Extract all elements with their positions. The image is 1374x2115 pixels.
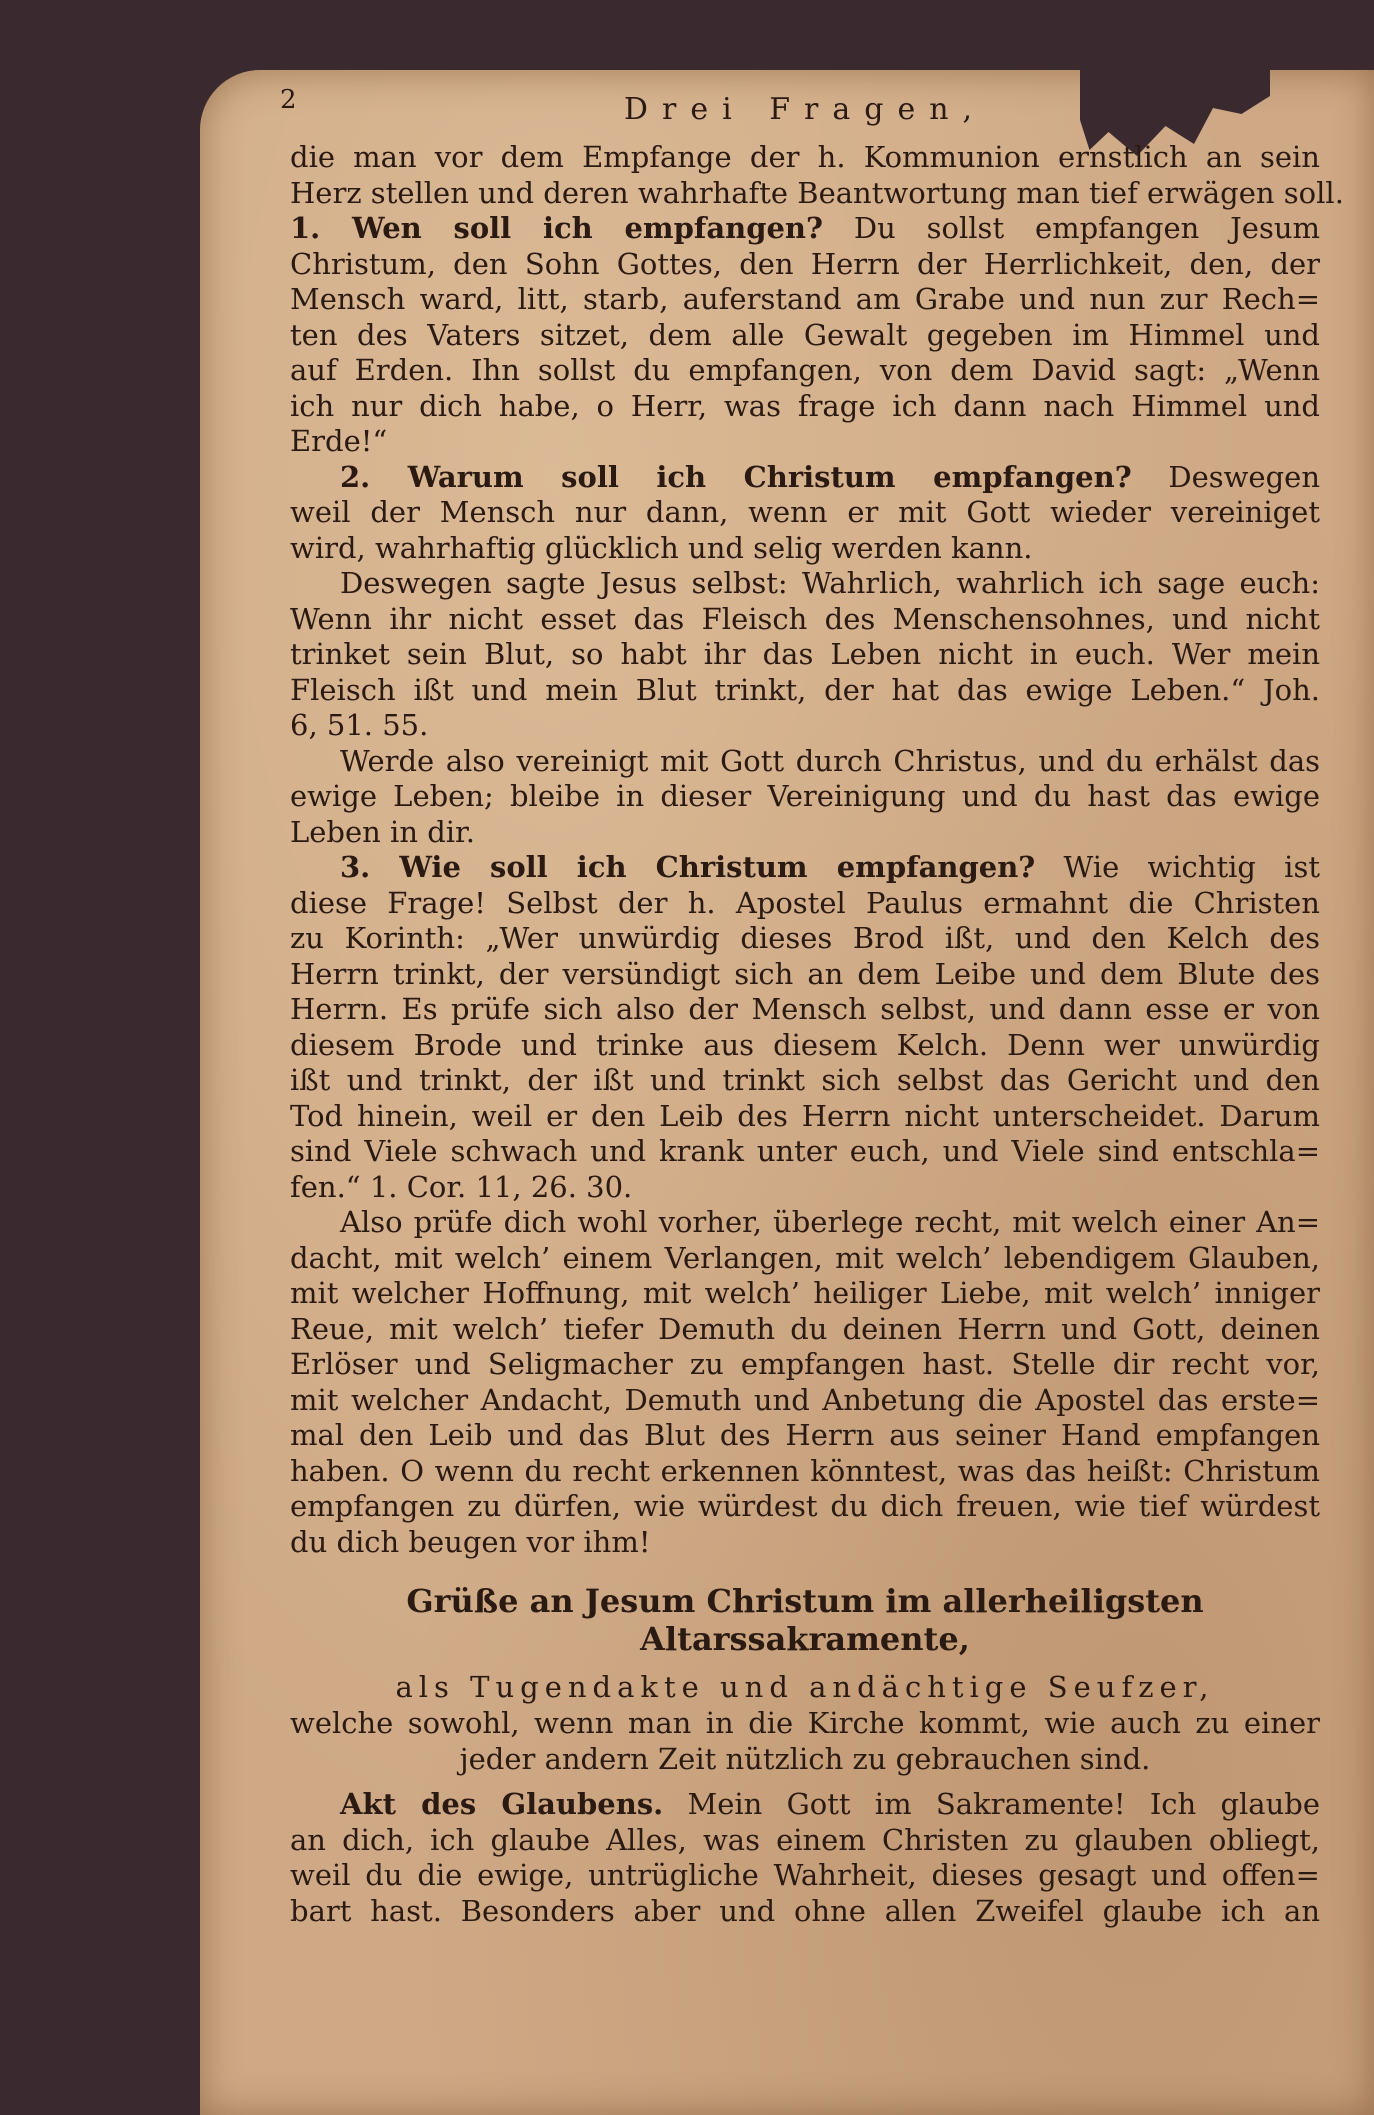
line-text: fen.“ 1. Cor. 11, 26. 30. bbox=[290, 1169, 633, 1204]
text-line bbox=[290, 779, 1320, 815]
line-text: ewige Leben; bleibe in dieser Vereinigung und du hast das ewige bbox=[290, 779, 1320, 813]
text-line bbox=[290, 1525, 1320, 1561]
text-line bbox=[290, 175, 1344, 212]
line-text: ißt und trinkt, der ißt und trinkt sich selbst das Gericht und den bbox=[290, 1063, 1320, 1097]
text-line bbox=[290, 1894, 1320, 1930]
line-text: haben. O wenn du recht erkennen könntest, was das heißt: Christum bbox=[290, 1453, 1320, 1488]
line-text: Herz stellen und deren wahrhafte Beantwortung man tief erwägen soll. bbox=[290, 175, 1344, 210]
text-line bbox=[290, 744, 1320, 780]
text-line bbox=[290, 1823, 1320, 1859]
line-text: die man vor dem Empfange der h. Kommunion ernstlich an sein bbox=[290, 140, 1320, 174]
text-line bbox=[290, 637, 1320, 673]
section-subtitle: als Tugendakte und andächtige Seufzer, bbox=[395, 1670, 1215, 1704]
text-line bbox=[290, 1205, 1320, 1241]
text-line bbox=[290, 1787, 1320, 1823]
text-line bbox=[290, 495, 1320, 531]
line-text: Tod hinein, weil er den Leib des Herrn nicht unterscheidet. Darum bbox=[290, 1098, 1320, 1133]
text-line bbox=[290, 282, 1320, 318]
question-heading: 2. Warum soll ich Christum empfangen? bbox=[340, 459, 1132, 494]
line-text: Christum, den Sohn Gottes, den Herrn der Herrlichkeit, den, der bbox=[290, 246, 1320, 281]
line-text: dacht, mit welch’ einem Verlangen, mit welch’ lebendigem Glauben, bbox=[290, 1240, 1320, 1275]
text-line bbox=[290, 815, 1320, 851]
text-line bbox=[290, 211, 1320, 247]
line-text: weil der Mensch nur dann, wenn er mit Gott wieder vereiniget bbox=[290, 495, 1320, 529]
question-heading: Akt des Glaubens. bbox=[340, 1787, 664, 1821]
header-title: Drei Fragen, bbox=[623, 92, 987, 127]
text-line bbox=[290, 247, 1320, 283]
line-text: Werde also vereinigt mit Gott durch Christus, und du erhälst das bbox=[340, 743, 1320, 778]
line-text: ten des Vaters sitzet, dem alle Gewalt gegeben im Himmel und bbox=[290, 317, 1320, 352]
text-line bbox=[290, 566, 1320, 602]
line-text: zu Korinth: „Wer unwürdig dieses Brod ißt, und den Kelch des bbox=[290, 921, 1320, 955]
text-line bbox=[290, 1312, 1320, 1348]
text-line bbox=[290, 708, 1320, 744]
running-header bbox=[280, 80, 1320, 140]
line-text: bart hast. Besonders aber und ohne allen Zweifel glaube ich an bbox=[290, 1893, 1320, 1928]
line-text: Wie wichtig ist bbox=[1035, 850, 1320, 884]
text-line bbox=[290, 992, 1320, 1028]
line-text: Wenn ihr nicht esset das Fleisch des Menschensohnes, und nicht bbox=[290, 601, 1320, 636]
line-text: weil du die ewige, untrügliche Wahrheit, dieses gesagt und offen= bbox=[290, 1858, 1320, 1892]
text-line bbox=[290, 1241, 1320, 1277]
text-line bbox=[290, 140, 1320, 176]
line-text: Erlöser und Seligmacher zu empfangen hast. Stelle dir recht vor, bbox=[290, 1347, 1320, 1381]
line-text: Du sollst empfangen Jesum bbox=[823, 211, 1320, 245]
body-text bbox=[290, 140, 1344, 1560]
text-line bbox=[290, 1858, 1320, 1894]
line-text: empfangen zu dürfen, wie würdest du dich freuen, wie tief würdest bbox=[290, 1489, 1320, 1523]
line-text: auf Erden. Ihn sollst du empfangen, von dem David sagt: „Wenn bbox=[290, 353, 1320, 387]
line-text: mit welcher Hoffnung, mit welch’ heiliger Liebe, mit welch’ inniger bbox=[290, 1276, 1320, 1310]
page-number: 2 bbox=[280, 85, 297, 115]
line-text: an dich, ich glaube Alles, was einem Christen zu glauben obliegt, bbox=[290, 1822, 1320, 1857]
section-heading-line-1: Grüße an Jesum Christum im allerheiligsten bbox=[406, 1582, 1204, 1620]
line-text: diese Frage! Selbst der h. Apostel Paulus ermahnt die Christen bbox=[290, 885, 1320, 920]
question-heading: 3. Wie soll ich Christum empfangen? bbox=[340, 850, 1036, 884]
text-line bbox=[290, 1383, 1320, 1419]
text-line bbox=[290, 1170, 1320, 1206]
line-text: mal den Leib und das Blut des Herrn aus seiner Hand empfangen bbox=[290, 1418, 1320, 1452]
text-line bbox=[290, 1347, 1320, 1383]
text-line bbox=[290, 1454, 1320, 1490]
text-line bbox=[290, 673, 1320, 709]
text-line bbox=[290, 460, 1320, 496]
text-line bbox=[290, 886, 1320, 922]
question-heading: 1. Wen soll ich empfangen? bbox=[290, 211, 824, 245]
line-text: ich nur dich habe, o Herr, was frage ich dann nach Himmel und bbox=[290, 388, 1320, 423]
text-line bbox=[290, 1134, 1320, 1170]
line-text: trinket sein Blut, so habt ihr das Leben nicht in euch. Wer mein bbox=[290, 637, 1320, 671]
text-line bbox=[290, 1028, 1320, 1064]
line-text: wird, wahrhaftig glücklich und selig werden kann. bbox=[290, 530, 1033, 565]
line-text: sind Viele schwach und krank unter euch, und Viele sind entschla= bbox=[290, 1134, 1320, 1168]
line-text: Mein Gott im Sakramente! Ich glaube bbox=[663, 1787, 1320, 1821]
text-line bbox=[290, 957, 1320, 993]
line-text: Fleisch ißt und mein Blut trinkt, der hat das ewige Leben.“ Joh. bbox=[290, 672, 1320, 707]
line-text: 6, 51. 55. bbox=[290, 708, 429, 742]
line-text: Mensch ward, litt, starb, auferstand am Grabe und nun zur Rech= bbox=[290, 282, 1320, 316]
section-intro-line-1: welche sowohl, wenn man in die Kirche kommt, wie auch zu einer bbox=[290, 1706, 1320, 1740]
line-text: Also prüfe dich wohl vorher, überlege recht, mit welch einer An= bbox=[340, 1205, 1320, 1239]
text-line bbox=[290, 602, 1320, 638]
line-text: Erde!“ bbox=[290, 424, 388, 458]
section-heading-line-2: Altarssakramente, bbox=[640, 1620, 970, 1658]
section-intro-line-2: jeder andern Zeit nützlich zu gebrauchen sind. bbox=[459, 1741, 1151, 1776]
text-line bbox=[290, 318, 1320, 354]
line-text: du dich beugen vor ihm! bbox=[290, 1524, 651, 1559]
text-line bbox=[290, 389, 1320, 425]
text-line bbox=[290, 921, 1320, 957]
text-line bbox=[290, 850, 1320, 886]
page-text bbox=[280, 80, 1344, 1929]
text-line bbox=[290, 1418, 1320, 1454]
line-text: Deswegen bbox=[1131, 459, 1321, 494]
line-text: Deswegen sagte Jesus selbst: Wahrlich, wahrlich ich sage euch: bbox=[340, 566, 1320, 600]
line-text: Leben in dir. bbox=[290, 814, 475, 849]
text-line bbox=[290, 531, 1320, 567]
line-text: Herrn trinkt, der versündigt sich an dem Leibe und dem Blute des bbox=[290, 956, 1320, 991]
text-line bbox=[290, 1489, 1320, 1525]
text-line bbox=[290, 1099, 1320, 1135]
text-line bbox=[290, 424, 1320, 460]
line-text: diesem Brode und trinke aus diesem Kelch. Denn wer unwürdig bbox=[290, 1027, 1320, 1062]
act-text bbox=[290, 1787, 1320, 1929]
line-text: Reue, mit welch’ tiefer Demuth du deinen Herrn und Gott, deinen bbox=[290, 1311, 1320, 1346]
line-text: mit welcher Andacht, Demuth und Anbetung die Apostel das erste= bbox=[290, 1382, 1320, 1417]
text-line bbox=[290, 1063, 1320, 1099]
line-text: Herrn. Es prüfe sich also der Mensch selbst, und dann esse er von bbox=[290, 992, 1320, 1026]
text-line bbox=[290, 1276, 1320, 1312]
text-line bbox=[290, 353, 1320, 389]
